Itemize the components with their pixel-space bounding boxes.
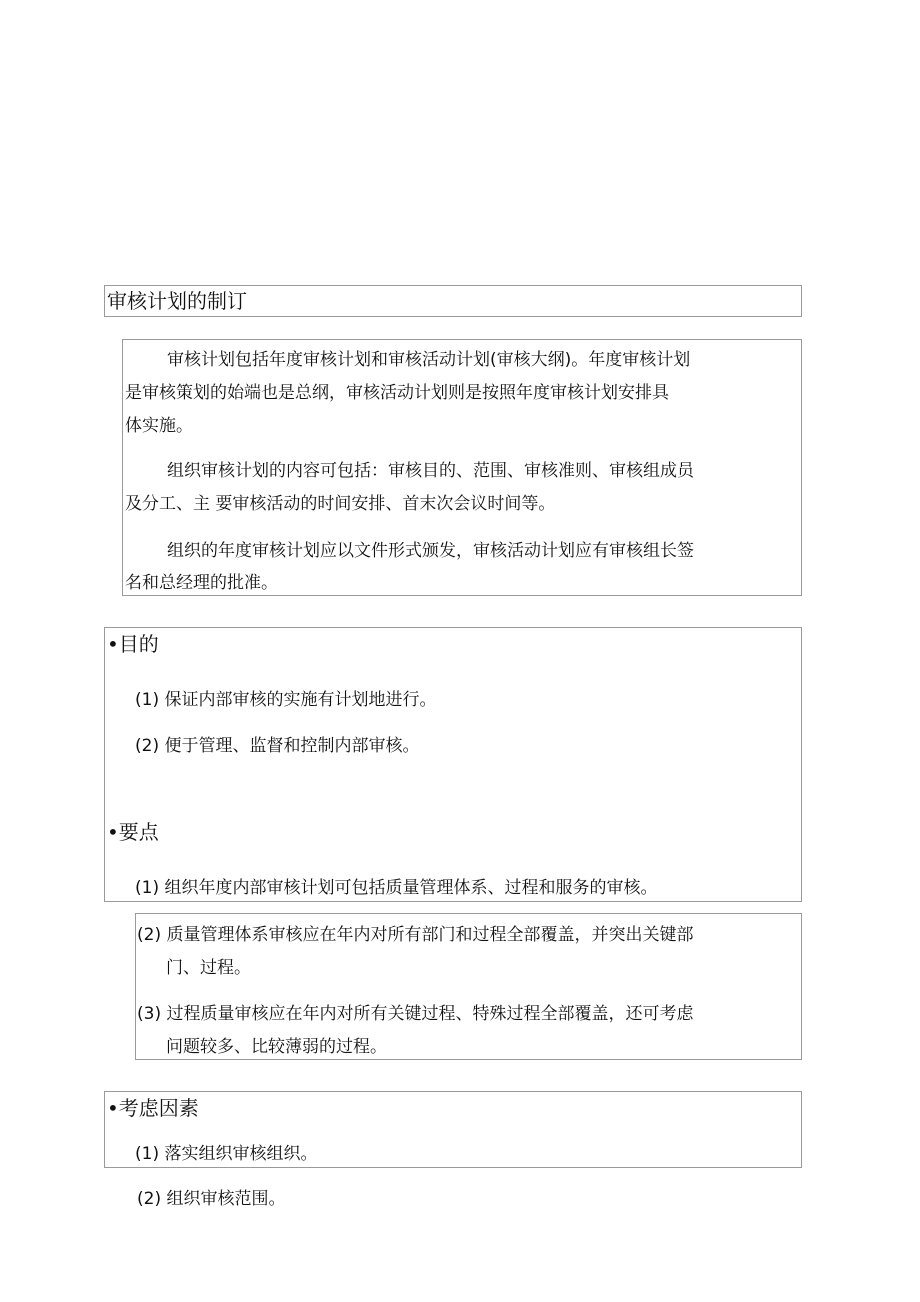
keypoints-item-1: (1) 组织年度内部审核计划可包括质量管理体系、过程和服务的审核。 (135, 878, 658, 898)
intro-p2-line1: 组织审核计划的内容可包括：审核目的、范围、审核准则、审核组成员 (167, 461, 694, 481)
keypoints-item-2-line2: 门、过程。 (166, 958, 251, 978)
factors-item-2: (2) 组织审核范围。 (137, 1189, 286, 1209)
page-title: 审核计划的制订 (107, 289, 247, 313)
intro-p3-line1: 组织的年度审核计划应以文件形式颁发，审核活动计划应有审核组长签 (167, 541, 694, 561)
keypoints-item-3-line1: (3) 过程质量审核应在年内对所有关键过程、特殊过程全部覆盖，还可考虑 (137, 1004, 694, 1024)
intro-p3-line2: 名和总经理的批准。 (125, 573, 278, 593)
intro-p1-line1: 审核计划包括年度审核计划和审核活动计划(审核大纲)。年度审核计划 (167, 350, 691, 370)
purpose-item-2: (2) 便于管理、监督和控制内部审核。 (135, 736, 420, 756)
intro-p1-line3: 体实施。 (125, 416, 193, 436)
factors-heading: •考虑因素 (107, 1096, 199, 1120)
factors-item-1: (1) 落实组织审核组织。 (135, 1144, 318, 1164)
keypoints-item-2-line1: (2) 质量管理体系审核应在年内对所有部门和过程全部覆盖，并突出关键部 (137, 925, 694, 945)
purpose-heading: •目的 (107, 632, 159, 656)
intro-p1-line2: 是审核策划的始端也是总纲，审核活动计划则是按照年度审核计划安排具 (125, 383, 669, 403)
purpose-item-1: (1) 保证内部审核的实施有计划地进行。 (135, 690, 437, 710)
purpose-keypoints-box (104, 627, 802, 902)
keypoints-item-3-line2: 问题较多、比较薄弱的过程。 (166, 1037, 387, 1057)
keypoints-heading: •要点 (107, 820, 159, 844)
intro-p2-line2: 及分工、主 要审核活动的时间安排、首末次会议时间等。 (125, 494, 556, 514)
